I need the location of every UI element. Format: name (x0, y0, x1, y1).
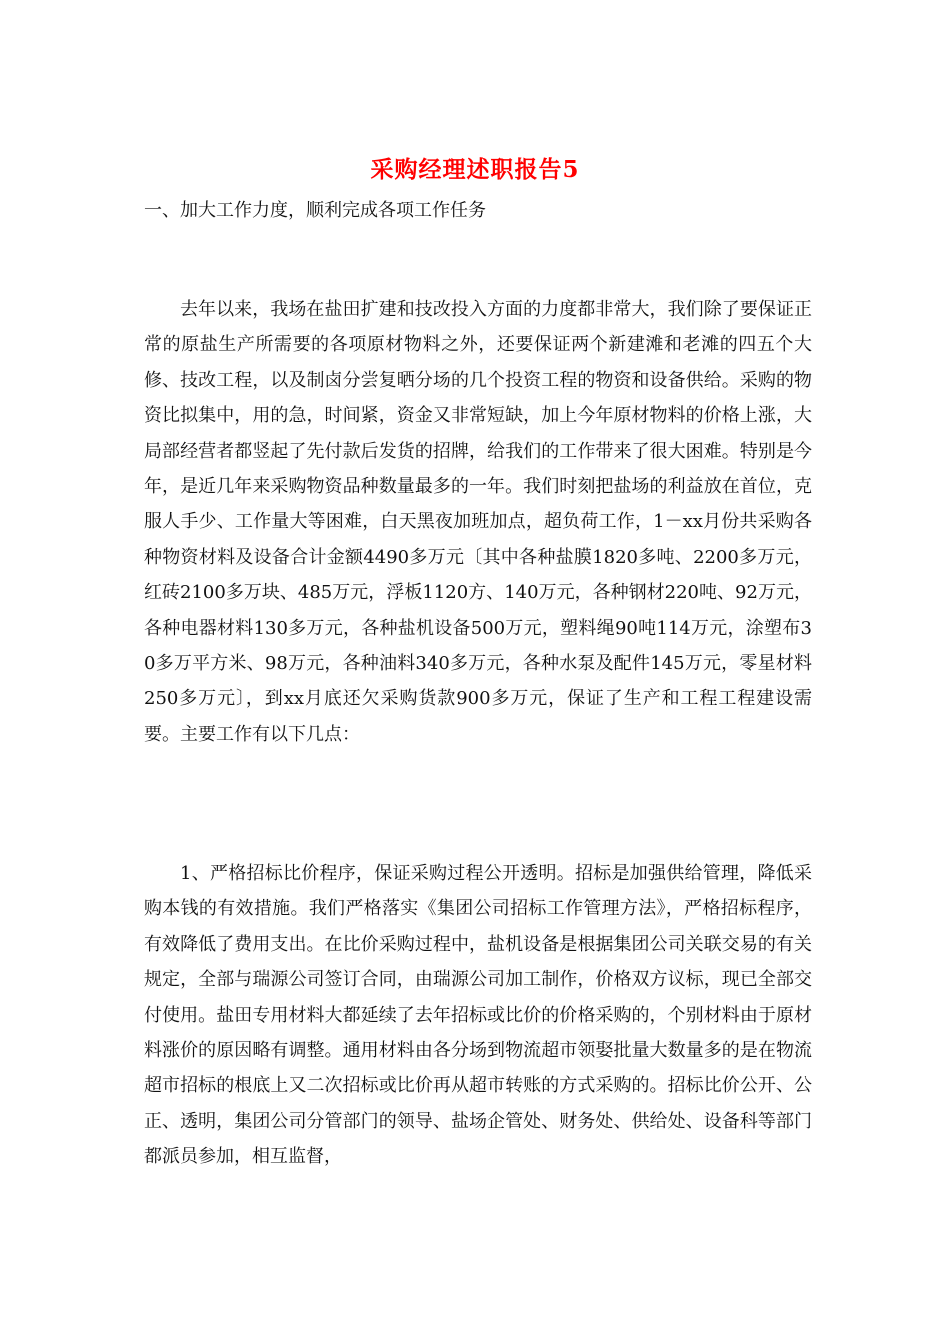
paragraph-2: 1、严格招标比价程序，保证采购过程公开透明。招标是加强供给管理，降低采购本钱的有效措施。我们严格落实《集团公司招标工作管理方法》，严格招标程序，有效降低了费用支出。在比价采购过程中，盐机设备是根据集团公司关联交易的有关规定，全部与瑞源公司签订合同，由瑞源公司加工制作，价格双方议标，现已全部交付使用。盐田专用材料大都延续了去年招标或比价的价格采购的，个别材料由于原材料涨价的原因略有调整。通用材料由各分场到物流超市领娶批量大数量多的是在物流超市招标的根底上又二次招标或比价再从超市转账的方式采购的。招标比价公开、公正、透明，集团公司分管部门的领导、盐场企管处、财务处、供给处、设备科等部门都派员参加，相互监督， (144, 863, 812, 1168)
document-title: 采购经理述职报告5 (370, 156, 580, 183)
paragraph-1: 去年以来，我场在盐田扩建和技改投入方面的力度都非常大，我们除了要保证正常的原盐生产所需要的各项原材物料之外，还要保证两个新建滩和老滩的四五个大修、技改工程，以及制卤分尝复晒分场的几个投资工程的物资和设备供给。采购的物资比拟集中，用的急，时间紧，资金又非常短缺，加上今年原材物料的价格上涨，大局部经营者都竖起了先付款后发货的招牌，给我们的工作带来了很大困难。特别是今年，是近几年来采购物资品种数量最多的一年。我们时刻把盐场的利益放在首位，克服人手少、工作量大等困难，白天黑夜加班加点，超负荷工作，1－xx月份共采购各种物资材料及设备合计金额4490多万元〔其中各种盐膜1820多吨、2200多万元，红砖2100多万块、485万元，浮板1120方、140万元，各种钢材220吨、92万元，各种电器材料130多万元，各种盐机设备500万元，塑料绳90吨114万元，涂塑布30多万平方米、98万元，各种油料340多万元，各种水泵及配件145万元，零星材料250多万元〕，到xx月底还欠采购货款900多万元，保证了生产和工程工程建设需要。主要工作有以下几点： (144, 299, 812, 745)
section-heading: 一、加大工作力度，顺利完成各项工作任务 (144, 200, 486, 221)
